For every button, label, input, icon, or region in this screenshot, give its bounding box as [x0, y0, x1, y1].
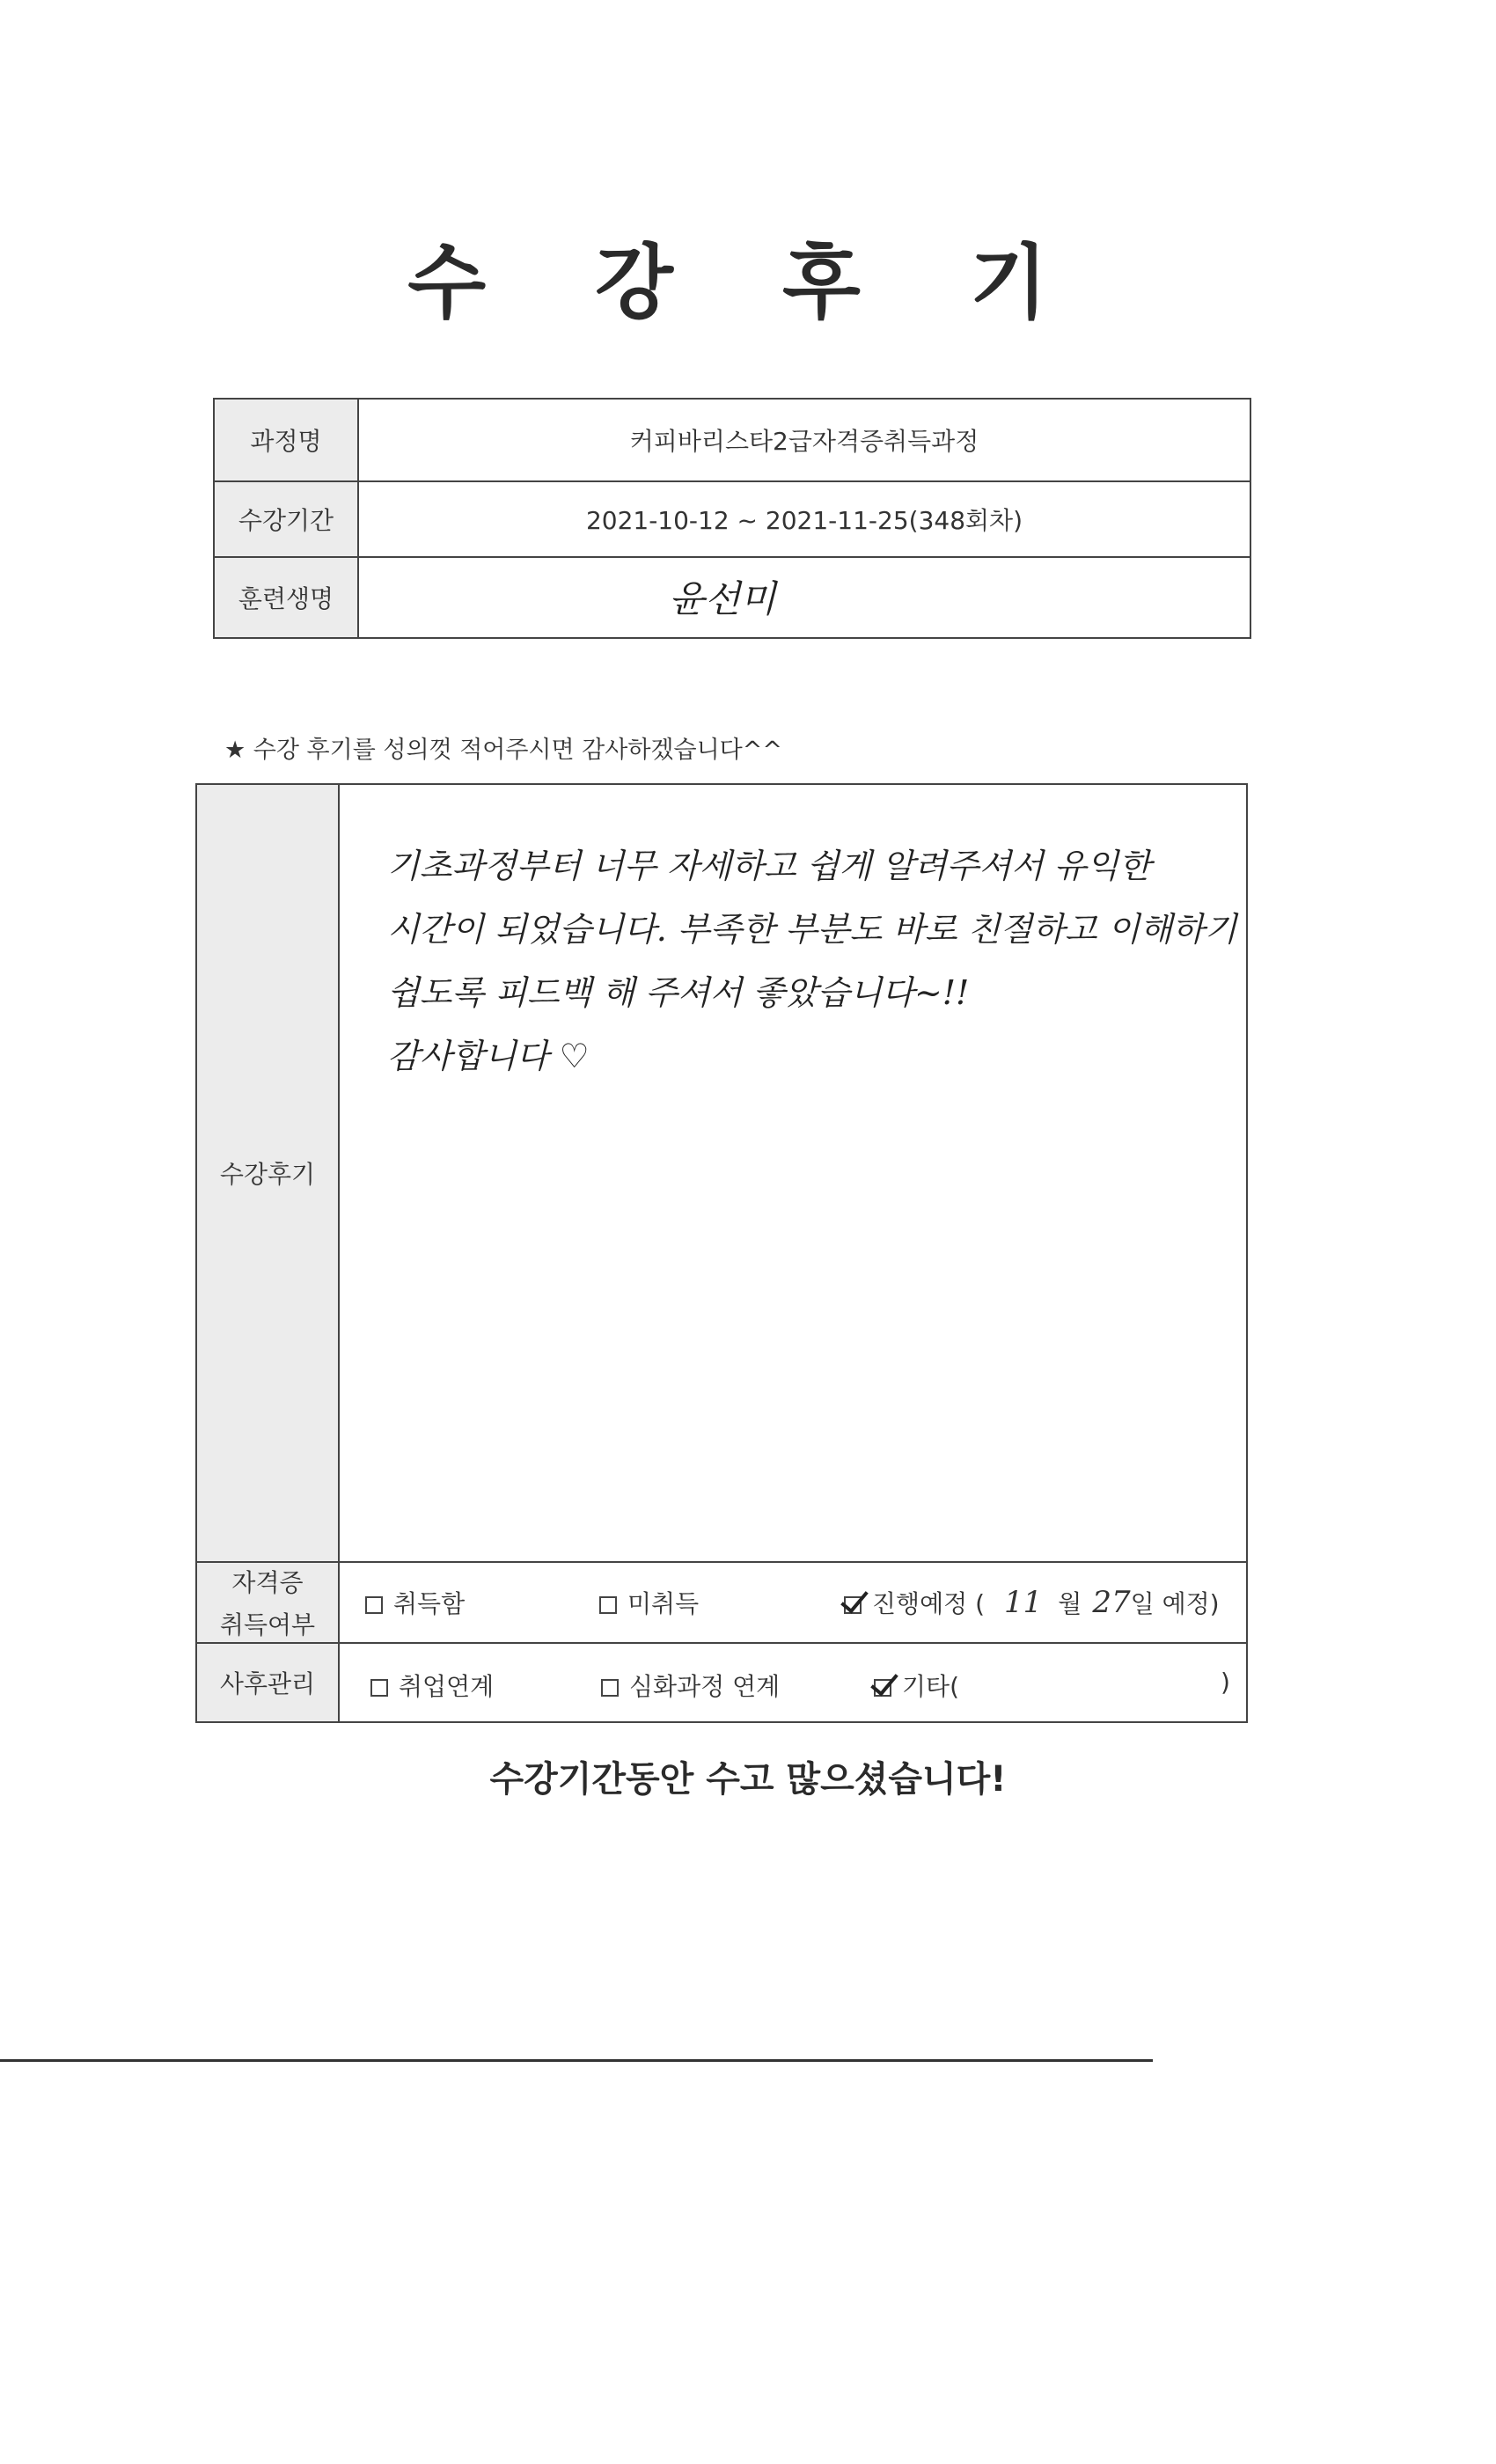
certificate-option-scheduled[interactable]	[844, 1585, 1220, 1620]
review-line: 쉽도록 피드백 해 주셔서 좋았습니다~!!	[387, 973, 970, 1012]
certificate-label-line2: 취득여부	[219, 1610, 316, 1639]
certificate-label-line1: 자격증	[231, 1568, 304, 1597]
page-divider	[0, 2059, 1153, 2062]
aftercare-option-other-label: 기타(	[902, 1672, 960, 1701]
certificate-option-acquired-label: 취득함	[393, 1589, 466, 1618]
checkbox-icon[interactable]	[599, 1596, 617, 1614]
period-label: 수강기간	[214, 481, 358, 557]
course-label: 과정명	[214, 399, 358, 481]
instruction-text: ★ 수강 후기를 성의껏 적어주시면 감사하겠습니다^^	[224, 737, 783, 764]
checkbox-icon[interactable]	[601, 1679, 619, 1697]
review-label: 수강후기	[196, 784, 339, 1562]
course-row	[214, 399, 1250, 481]
certificate-option-not-acquired[interactable]	[599, 1585, 699, 1620]
trainee-name-handwritten: 윤선미	[669, 577, 776, 620]
closing-message: 수강기간동안 수고 많으셨습니다!	[489, 1759, 1007, 1800]
certificate-option-scheduled-label: 진행예정 (	[872, 1589, 986, 1618]
certificate-label	[196, 1562, 339, 1643]
checkbox-icon[interactable]	[370, 1679, 388, 1697]
scheduled-month: 11	[1004, 1585, 1043, 1620]
scheduled-day: 27	[1092, 1585, 1131, 1620]
period-row	[214, 481, 1250, 557]
review-handwritten-text	[387, 834, 1237, 1088]
aftercare-option-employment[interactable]	[370, 1668, 494, 1703]
trainee-label: 훈련생명	[214, 557, 358, 638]
page-title: 수 강 후 기	[407, 236, 1089, 330]
aftercare-option-advanced-label: 심화과정 연계	[629, 1672, 781, 1701]
certificate-option-not-acquired-label: 미취득	[627, 1589, 700, 1618]
review-line: 시간이 되었습니다. 부족한 부분도 바로 친절하고 이해하기	[387, 910, 1237, 949]
review-line: 기초과정부터 너무 자세하고 쉽게 알려주셔서 유익한	[387, 847, 1151, 885]
aftercare-option-other[interactable]	[874, 1668, 959, 1703]
aftercare-options	[339, 1643, 1247, 1722]
course-value: 커피바리스타2급자격증취득과정	[358, 399, 1250, 481]
scheduled-day-unit: 일 예정)	[1130, 1589, 1220, 1618]
certificate-option-acquired[interactable]	[365, 1585, 465, 1620]
certificate-row	[196, 1562, 1247, 1643]
review-line: 감사합니다 ♡	[387, 1037, 590, 1075]
checkbox-icon[interactable]	[365, 1596, 383, 1614]
aftercare-option-employment-label: 취업연계	[399, 1672, 495, 1701]
aftercare-row	[196, 1643, 1247, 1722]
aftercare-option-other-close: )	[1221, 1668, 1230, 1697]
period-value: 2021-10-12 ~ 2021-11-25(348회차)	[358, 481, 1250, 557]
trainee-value-cell	[358, 557, 1250, 638]
certificate-options	[339, 1562, 1247, 1643]
scheduled-month-unit: 월	[1058, 1589, 1082, 1618]
aftercare-option-advanced[interactable]	[601, 1668, 780, 1703]
aftercare-label: 사후관리	[196, 1643, 339, 1722]
checkbox-checked-icon[interactable]	[874, 1679, 891, 1697]
checkbox-checked-icon[interactable]	[844, 1596, 862, 1614]
